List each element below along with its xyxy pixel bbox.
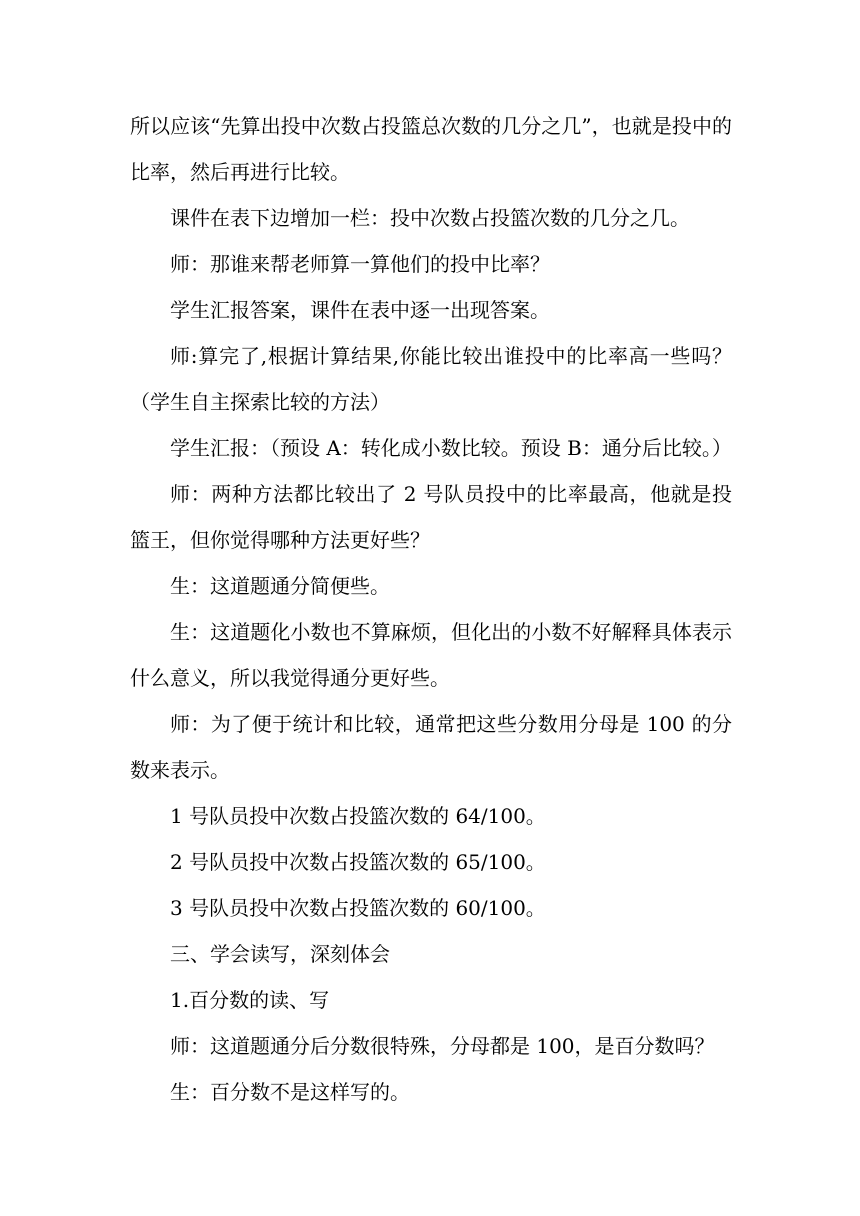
paragraph-1: 所以应该“先算出投中次数占投篮总次数的几分之几”，也就是投中的比率，然后再进行比较。 xyxy=(130,114,732,184)
paragraph-13: 3 号队员投中次数占投篮次数的 60/100。 xyxy=(170,896,546,920)
paragraph-12: 2 号队员投中次数占投篮次数的 65/100。 xyxy=(170,850,546,874)
paragraph-6: 学生汇报：（预设 A：转化成小数比较。预设 B：通分后比较。） xyxy=(170,436,732,460)
paragraph-2: 课件在表下边增加一栏：投中次数占投篮次数的几分之几。 xyxy=(170,206,690,230)
paragraph-4: 学生汇报答案，课件在表中逐一出现答案。 xyxy=(170,298,550,322)
paragraph-5: 师:算完了,根据计算结果,你能比较出谁投中的比率高一些吗？（学生自主探索比较的方法） xyxy=(130,344,732,414)
paragraph-3: 师：那谁来帮老师算一算他们的投中比率？ xyxy=(170,252,550,276)
paragraph-10: 师：为了便于统计和比较，通常把这些分数用分母是 100 的分数来表示。 xyxy=(130,712,732,782)
document-body xyxy=(130,103,732,1115)
paragraph-17: 生：百分数不是这样写的。 xyxy=(170,1080,410,1104)
paragraph-7: 师：两种方法都比较出了 2 号队员投中的比率最高，他就是投篮王，但你觉得哪种方法更好些？ xyxy=(130,482,732,552)
paragraph-11: 1 号队员投中次数占投篮次数的 64/100。 xyxy=(170,804,546,828)
paragraph-9: 生：这道题化小数也不算麻烦，但化出的小数不好解释具体表示什么意义，所以我觉得通分更好些。 xyxy=(130,620,732,690)
section-heading: 三、学会读写，深刻体会 xyxy=(170,942,390,966)
subsection-heading: 1.百分数的读、写 xyxy=(170,988,330,1012)
paragraph-8: 生：这道题通分简便些。 xyxy=(170,574,390,598)
paragraph-16: 师：这道题通分后分数很特殊，分母都是 100，是百分数吗？ xyxy=(170,1034,715,1058)
